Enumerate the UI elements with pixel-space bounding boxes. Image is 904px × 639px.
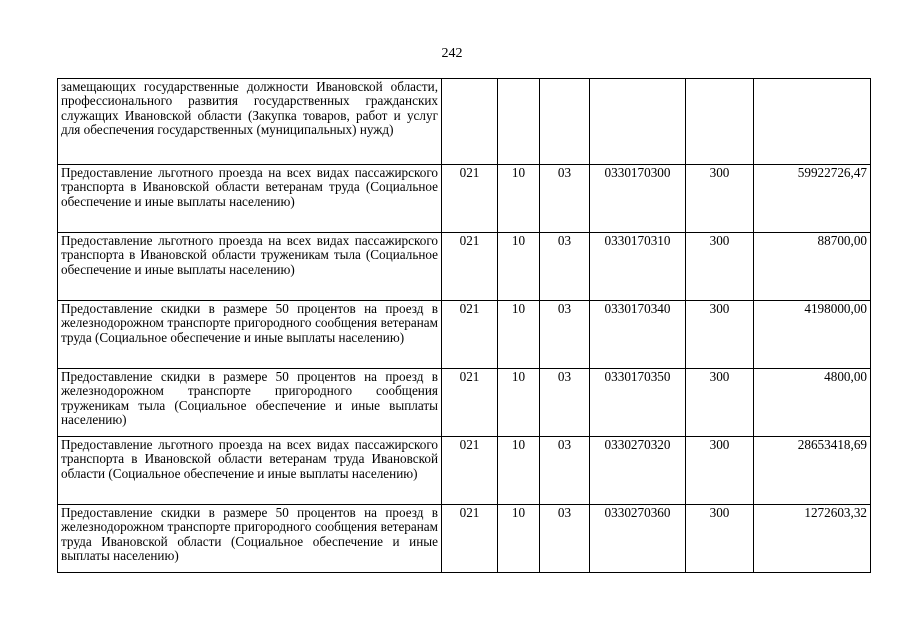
target-article-code: 0330170310 (590, 233, 686, 301)
table-row (58, 79, 871, 165)
table-row (58, 165, 871, 233)
expense-type-code: 300 (686, 369, 754, 437)
target-article-code: 0330170300 (590, 165, 686, 233)
target-article-code (590, 79, 686, 165)
subsection-code (540, 79, 590, 165)
section-code: 10 (498, 505, 540, 573)
subsection-code: 03 (540, 233, 590, 301)
target-article-code: 0330270320 (590, 437, 686, 505)
amount: 59922726,47 (754, 165, 871, 233)
row-description: замещающих государственные должности Ивановской области, профессионального развития государственных гражданских служащих Ивановской области (Закупка товаров, работ и услуг для обеспечения государственных (муниципальных) нужд) (58, 79, 442, 165)
section-code (498, 79, 540, 165)
amount: 1272603,32 (754, 505, 871, 573)
row-description: Предоставление льготного проезда на всех видах пассажирского транспорта в Ивановской области ветеранам труда Ивановской области (Социальное обеспечение и иные выплаты населению) (58, 437, 442, 505)
subsection-code: 03 (540, 437, 590, 505)
target-article-code: 0330170350 (590, 369, 686, 437)
amount (754, 79, 871, 165)
row-description: Предоставление скидки в размере 50 процентов на проезд в железнодорожном транспорте пригородного сообщения труженикам тыла (Социальное обеспечение и иные выплаты населению) (58, 369, 442, 437)
section-code: 10 (498, 233, 540, 301)
section-code: 10 (498, 437, 540, 505)
subsection-code: 03 (540, 301, 590, 369)
ministry-code: 021 (442, 369, 498, 437)
page-number: 242 (441, 46, 463, 61)
row-description: Предоставление льготного проезда на всех видах пассажирского транспорта в Ивановской области труженикам тыла (Социальное обеспечение и иные выплаты населению) (58, 233, 442, 301)
target-article-code: 0330170340 (590, 301, 686, 369)
section-code: 10 (498, 369, 540, 437)
section-code: 10 (498, 165, 540, 233)
subsection-code: 03 (540, 505, 590, 573)
budget-table (57, 78, 871, 573)
row-description: Предоставление скидки в размере 50 процентов на проезд в железнодорожном транспорте пригородного сообщения ветеранам труда (Социальное обеспечение и иные выплаты населению) (58, 301, 442, 369)
ministry-code (442, 79, 498, 165)
amount: 28653418,69 (754, 437, 871, 505)
row-description: Предоставление скидки в размере 50 процентов на проезд в железнодорожном транспорте пригородного сообщения ветеранам труда Ивановской области (Социальное обеспечение и иные выплаты населению) (58, 505, 442, 573)
row-description: Предоставление льготного проезда на всех видах пассажирского транспорта в Ивановской области ветеранам труда (Социальное обеспечение и иные выплаты населению) (58, 165, 442, 233)
ministry-code: 021 (442, 505, 498, 573)
expense-type-code: 300 (686, 165, 754, 233)
ministry-code: 021 (442, 165, 498, 233)
expense-type-code: 300 (686, 505, 754, 573)
subsection-code: 03 (540, 369, 590, 437)
expense-type-code: 300 (686, 301, 754, 369)
table-row (58, 301, 871, 369)
amount: 88700,00 (754, 233, 871, 301)
table-row (58, 437, 871, 505)
expense-type-code (686, 79, 754, 165)
ministry-code: 021 (442, 301, 498, 369)
expense-type-code: 300 (686, 233, 754, 301)
subsection-code: 03 (540, 165, 590, 233)
ministry-code: 021 (442, 437, 498, 505)
expense-type-code: 300 (686, 437, 754, 505)
section-code: 10 (498, 301, 540, 369)
amount: 4800,00 (754, 369, 871, 437)
table-row (58, 233, 871, 301)
target-article-code: 0330270360 (590, 505, 686, 573)
table-row (58, 505, 871, 573)
amount: 4198000,00 (754, 301, 871, 369)
ministry-code: 021 (442, 233, 498, 301)
table-row (58, 369, 871, 437)
